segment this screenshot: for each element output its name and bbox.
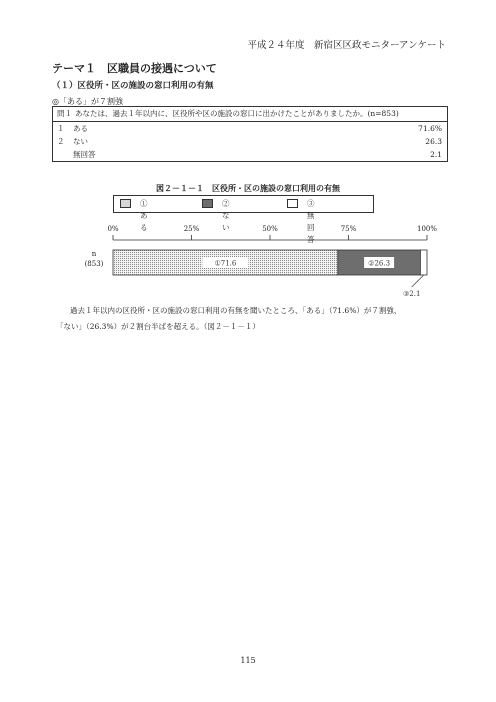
data-label: ②26.3	[368, 259, 391, 268]
question-text: あなたは、過去１年以内に、区役所や区の施設の窓口に出かけたことがありましたか。(n=853)	[75, 109, 399, 118]
row-header-label: n	[91, 250, 97, 258]
theme-heading: テーマ１ 区職員の接遇について	[52, 62, 217, 75]
option-number: ２	[57, 137, 65, 146]
question-label: 問１	[57, 109, 72, 118]
data-label: ①71.6	[214, 259, 237, 268]
legend-label: ③無回答	[307, 199, 315, 244]
data-label: ③2.1	[402, 290, 421, 298]
option-value: 26.3	[425, 137, 442, 146]
summary-note: ◎「ある」が７割強	[52, 97, 123, 106]
subsection-heading: （１）区役所・区の施設の窓口利用の有無	[52, 81, 214, 91]
body-text-line: 過去１年以内の区役所・区の施設の窓口利用の有無を聞いたところ、「ある」（71.6%）が７割強、	[70, 306, 402, 315]
bar-segment	[420, 250, 427, 275]
option-number: １	[57, 124, 65, 133]
x-tick-label: 0%	[107, 225, 119, 233]
x-tick-label: 50%	[262, 225, 278, 233]
figure-title: 図２－１－１ 区役所・区の施設の窓口利用の有無	[156, 184, 340, 193]
leader-line	[412, 275, 424, 287]
option-label: ない	[73, 137, 88, 146]
category-label: (853)	[84, 260, 104, 268]
page-header: 平成２４年度 新宿区区政モニターアンケート	[247, 40, 446, 51]
x-tick-label: 75%	[340, 225, 357, 233]
body-text-line: 「ない」（26.3%）が２割台半ばを超える。（図２－１－１）	[56, 322, 260, 331]
option-value: 2.1	[430, 150, 442, 159]
x-tick-label: 100%	[416, 225, 438, 233]
option-label: 無回答	[73, 150, 96, 159]
legend-label: ①ある	[140, 199, 148, 232]
x-tick-label: 25%	[183, 225, 200, 233]
legend-label: ②ない	[222, 199, 230, 232]
option-label: ある	[73, 124, 88, 133]
option-value: 71.6%	[418, 124, 442, 133]
page-number: 115	[240, 656, 256, 665]
